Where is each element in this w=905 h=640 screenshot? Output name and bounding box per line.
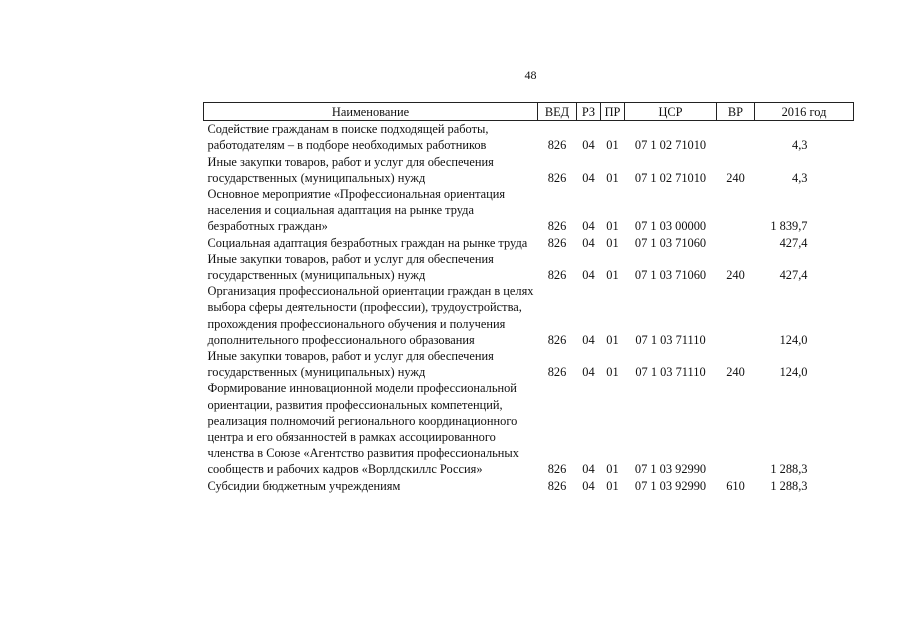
row-rz: 04	[582, 138, 595, 153]
row-name: Субсидии бюджетным учреждениям	[207, 478, 401, 493]
header-sum: 2016 год	[755, 103, 854, 121]
table-row	[204, 348, 854, 380]
row-pr: 01	[606, 462, 619, 477]
table-row	[204, 380, 854, 477]
row-csr: 07 1 03 71110	[635, 332, 706, 347]
row-csr: 07 1 02 71010	[634, 138, 707, 153]
table-header-row	[204, 103, 854, 121]
header-pr: ПР	[601, 103, 625, 121]
row-ved: 826	[547, 478, 567, 493]
header-csr: ЦСР	[625, 103, 717, 121]
row-vr	[717, 186, 755, 235]
row-csr: 07 1 02 71010	[634, 170, 707, 185]
row-rz: 04	[582, 332, 595, 347]
row-rz: 04	[582, 365, 595, 380]
table-row	[204, 235, 854, 251]
row-ved: 826	[547, 235, 567, 250]
row-sum: 4,3	[792, 170, 808, 185]
row-csr: 07 1 03 71060	[634, 268, 707, 283]
row-pr: 01	[606, 478, 619, 493]
table-row	[204, 154, 854, 186]
row-name: Иные закупки товаров, работ и услуг для обеспечения государственных (муниципальных) нужд	[207, 349, 494, 380]
row-rz: 04	[582, 170, 595, 185]
row-sum: 427,4	[779, 268, 808, 283]
row-pr: 01	[606, 235, 619, 250]
table-row	[204, 283, 854, 348]
row-ved: 826	[547, 365, 567, 380]
row-vr: 240	[726, 170, 745, 185]
row-name: Формирование инновационной модели профессиональной ориентации, развития профессиональных компетенций, реализация полномочий регионального координационного центра и его обязанностей в рамках ассоциированного членства в Союзе «Агентство развития профессиональных сообществ и рабочих кадров «Ворлдскиллс Россия»	[207, 381, 519, 477]
row-vr: 240	[726, 365, 745, 380]
row-ved: 826	[547, 170, 567, 185]
row-rz: 04	[582, 478, 595, 493]
row-sum: 427,4	[779, 235, 808, 250]
row-sum: 1 288,3	[770, 462, 808, 477]
table-row	[204, 478, 854, 494]
row-csr: 07 1 03 71060	[634, 235, 707, 250]
row-ved: 826	[547, 138, 567, 153]
row-name: Социальная адаптация безработных граждан на рынке труда	[207, 235, 528, 250]
header-name: Наименование	[204, 103, 538, 121]
row-vr	[717, 235, 755, 251]
row-pr: 01	[606, 365, 619, 380]
row-pr: 01	[606, 170, 619, 185]
budget-table	[203, 102, 854, 494]
row-name: Основное мероприятие «Профессиональная ориентация населения и социальная адаптация на рынке труда безработных граждан»	[207, 187, 506, 234]
row-ved: 826	[547, 462, 567, 477]
row-ved: 826	[547, 332, 567, 347]
row-vr	[717, 121, 755, 154]
row-pr: 01	[606, 219, 619, 234]
row-ved: 826	[547, 268, 567, 283]
row-csr: 07 1 03 71110	[635, 365, 706, 380]
page-number: 48	[524, 68, 537, 82]
row-sum: 4,3	[792, 138, 808, 153]
row-sum: 124,0	[779, 332, 808, 347]
row-pr: 01	[606, 268, 619, 283]
row-rz: 04	[582, 235, 595, 250]
table-row	[204, 186, 854, 235]
row-vr	[717, 283, 755, 348]
row-name: Содействие гражданам в поиске подходящей работы, работодателям – в подборе необходимых работников	[207, 122, 489, 153]
table-row	[204, 251, 854, 283]
row-rz: 04	[582, 219, 595, 234]
row-pr: 01	[606, 138, 619, 153]
row-sum: 1 288,3	[770, 478, 808, 493]
row-csr: 07 1 03 92990	[634, 478, 707, 493]
row-csr: 07 1 03 00000	[634, 219, 707, 234]
row-csr: 07 1 03 92990	[634, 462, 707, 477]
row-vr	[717, 380, 755, 477]
row-name: Организация профессиональной ориентации граждан в целях выбора сферы деятельности (профессии), трудоустройства, прохождения профессионального обучения и получения дополнительного профессионального образования	[207, 284, 534, 347]
row-ved: 826	[547, 219, 567, 234]
row-sum: 1 839,7	[770, 219, 808, 234]
row-sum: 124,0	[779, 365, 808, 380]
header-ved: ВЕД	[538, 103, 577, 121]
row-pr: 01	[606, 332, 619, 347]
row-name: Иные закупки товаров, работ и услуг для обеспечения государственных (муниципальных) нужд	[207, 251, 494, 283]
row-rz: 04	[582, 268, 595, 283]
header-rz: РЗ	[577, 103, 601, 121]
row-vr: 240	[726, 268, 745, 283]
table-row	[204, 121, 854, 154]
row-rz: 04	[582, 462, 595, 477]
row-vr: 610	[726, 478, 745, 493]
row-name: Иные закупки товаров, работ и услуг для обеспечения государственных (муниципальных) нужд	[207, 154, 494, 185]
header-vr: ВР	[717, 103, 755, 121]
